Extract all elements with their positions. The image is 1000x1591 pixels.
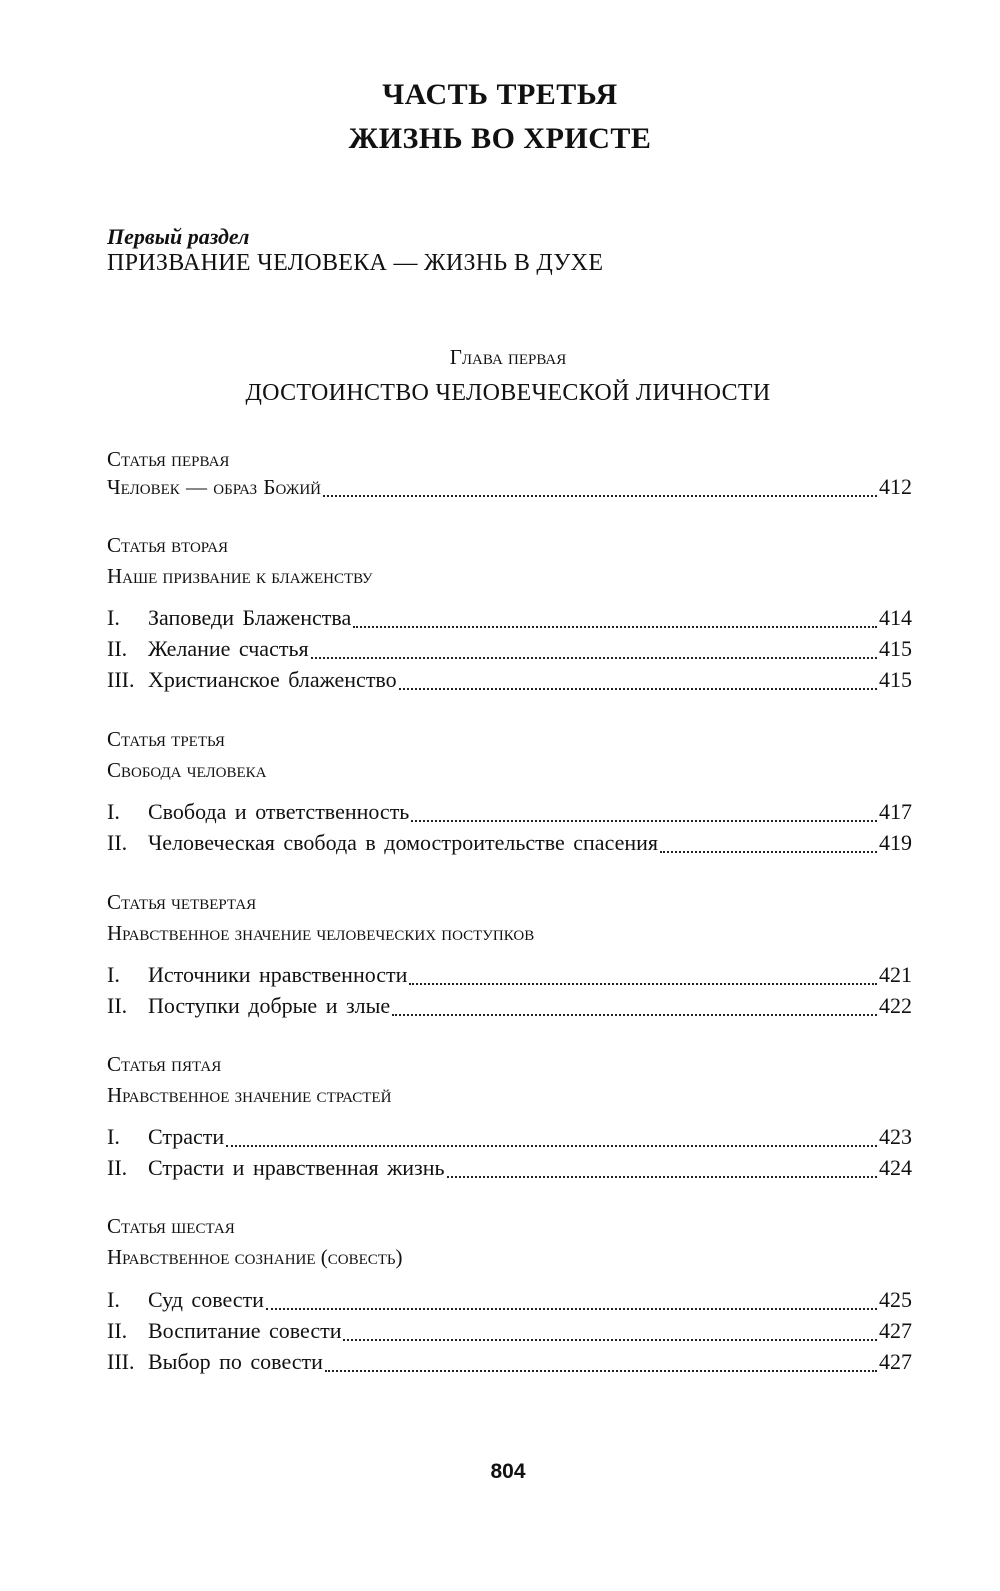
dot-leader bbox=[323, 495, 877, 497]
toc-entry-number: I. bbox=[107, 1124, 120, 1149]
toc-entry[interactable] bbox=[107, 667, 912, 697]
toc-entry-text: Желание счастья bbox=[148, 636, 309, 661]
dot-leader bbox=[399, 688, 877, 690]
toc-entry-number: III. bbox=[107, 667, 135, 692]
toc-entry-number: II. bbox=[107, 1318, 128, 1343]
toc-entry-page: 422 bbox=[879, 993, 912, 1018]
toc-entry-text: Свобода и ответственность bbox=[148, 799, 410, 824]
toc-entry[interactable] bbox=[107, 636, 912, 666]
dot-leader bbox=[411, 820, 877, 822]
chapter-label: Глава первая bbox=[449, 345, 567, 369]
toc-entry[interactable] bbox=[107, 799, 912, 829]
toc-entry-number: I. bbox=[107, 799, 120, 824]
toc-entry[interactable] bbox=[107, 993, 912, 1023]
toc-entry[interactable] bbox=[107, 474, 912, 504]
dot-leader bbox=[343, 1339, 877, 1341]
toc-entry-number: II. bbox=[107, 830, 128, 855]
dot-leader bbox=[392, 1014, 877, 1016]
part-title: ЖИЗНЬ ВО ХРИСТЕ bbox=[348, 122, 652, 155]
toc-entry-page: 415 bbox=[879, 636, 912, 661]
toc-entry[interactable] bbox=[107, 1287, 912, 1317]
toc-entry-text: Страсти bbox=[148, 1124, 225, 1149]
toc-entry-number: I. bbox=[107, 962, 120, 987]
toc-entry-page: 427 bbox=[879, 1318, 912, 1343]
article-1-label: Статья первая bbox=[107, 447, 230, 471]
article-5-title: Нравственное значение страстей bbox=[107, 1083, 392, 1107]
toc-entry-number: II. bbox=[107, 636, 128, 661]
toc-entry-text: Поступки добрые и злые bbox=[148, 993, 391, 1018]
toc-entry-number: II. bbox=[107, 1155, 128, 1180]
toc-entry-text: Суд совести bbox=[148, 1287, 264, 1312]
article-3-label: Статья третья bbox=[107, 727, 225, 751]
toc-entry-page: 415 bbox=[879, 667, 912, 692]
article-3-title: Свобода человека bbox=[107, 758, 267, 782]
section-title: ПРИЗВАНИЕ ЧЕЛОВЕКА — ЖИЗНЬ В ДУХЕ bbox=[107, 250, 604, 276]
toc-entry-text: Христианское блаженство bbox=[148, 667, 397, 692]
article-6-title: Нравственное сознание (совесть) bbox=[107, 1245, 403, 1269]
toc-entry-number: I. bbox=[107, 605, 120, 630]
toc-entry[interactable] bbox=[107, 605, 912, 635]
toc-entry-text: Человеческая свобода в домостроительстве спасения bbox=[148, 830, 659, 855]
toc-entry-text: Человек — образ Божий bbox=[107, 475, 322, 499]
dot-leader bbox=[266, 1308, 877, 1310]
toc-entry-page: 421 bbox=[879, 962, 912, 987]
dot-leader bbox=[660, 851, 877, 853]
toc-entry-page: 412 bbox=[879, 474, 912, 499]
toc-entry-page: 414 bbox=[879, 605, 912, 630]
dot-leader bbox=[226, 1145, 877, 1147]
toc-entry[interactable] bbox=[107, 962, 912, 992]
toc-entry-text: Заповеди Блаженства bbox=[148, 605, 352, 630]
toc-entry[interactable] bbox=[107, 1349, 912, 1379]
article-4-title: Нравственное значение человеческих поступков bbox=[107, 921, 535, 945]
article-2-title: Наше призвание к блаженству bbox=[107, 564, 373, 588]
toc-entry-page: 425 bbox=[879, 1287, 912, 1312]
toc-entry-page: 424 bbox=[879, 1155, 912, 1180]
article-6-label: Статья шестая bbox=[107, 1214, 235, 1238]
toc-entry-page: 423 bbox=[879, 1124, 912, 1149]
toc-entry-number: I. bbox=[107, 1287, 120, 1312]
page-number: 804 bbox=[490, 1460, 526, 1483]
toc-entry-page: 417 bbox=[879, 799, 912, 824]
dot-leader bbox=[353, 626, 877, 628]
dot-leader bbox=[447, 1176, 877, 1178]
toc-entry-page: 419 bbox=[879, 830, 912, 855]
toc-entry-text: Воспитание совести bbox=[148, 1318, 342, 1343]
section-label: Первый раздел bbox=[107, 224, 250, 249]
toc-entry[interactable] bbox=[107, 1155, 912, 1185]
toc-entry[interactable] bbox=[107, 1124, 912, 1154]
article-2-label: Статья вторая bbox=[107, 533, 229, 557]
toc-entry-text: Страсти и нравственная жизнь bbox=[148, 1155, 445, 1180]
article-5-label: Статья пятая bbox=[107, 1052, 222, 1076]
toc-entry-number: II. bbox=[107, 993, 128, 1018]
dot-leader bbox=[311, 657, 877, 659]
toc-entry-text: Источники нравственности bbox=[148, 962, 408, 987]
dot-leader bbox=[409, 983, 877, 985]
article-4-label: Статья четвертая bbox=[107, 890, 257, 914]
toc-entry[interactable] bbox=[107, 1318, 912, 1348]
toc-entry-text: Выбор по совести bbox=[148, 1349, 323, 1374]
toc-entry-number: III. bbox=[107, 1349, 135, 1374]
dot-leader bbox=[325, 1370, 877, 1372]
toc-entry-page: 427 bbox=[879, 1349, 912, 1374]
part-label: ЧАСТЬ ТРЕТЬЯ bbox=[382, 78, 618, 111]
chapter-title: ДОСТОИНСТВО ЧЕЛОВЕЧЕСКОЙ ЛИЧНОСТИ bbox=[245, 380, 771, 406]
toc-entry[interactable] bbox=[107, 830, 912, 860]
